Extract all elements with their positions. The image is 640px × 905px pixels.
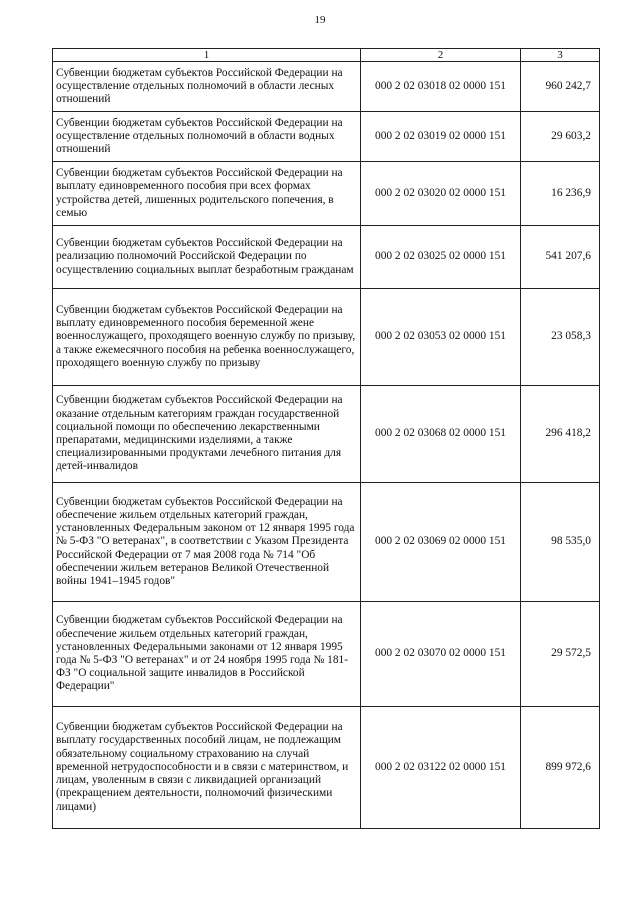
row-description: Субвенции бюджетам субъектов Российской Федерации на осуществление отдельных полномочий в области лесных отношений — [53, 62, 361, 112]
row-description: Субвенции бюджетам субъектов Российской Федерации на осуществление отдельных полномочий в области водных отношений — [53, 112, 361, 162]
row-code: 000 2 02 03070 02 0000 151 — [361, 602, 521, 707]
table-row — [53, 62, 600, 112]
row-code: 000 2 02 03025 02 0000 151 — [361, 226, 521, 289]
row-description: Субвенции бюджетам субъектов Российской Федерации на выплату единовременного пособия беременной жене военнослужащего, проходящего военную службу по призыву, а также ежемесячного пособия на ребенка военнослужащего, проходящего военную службу по призыву — [53, 289, 361, 386]
row-description: Субвенции бюджетам субъектов Российской Федерации на выплату единовременного пособия при всех формах устройства детей, лишенных родительского попечения, в семью — [53, 162, 361, 226]
row-description: Субвенции бюджетам субъектов Российской Федерации на обеспечение жильем отдельных категорий граждан, установленных Федеральными законами от 12 января 1995 года № 5-ФЗ "О ветеранах" и от 24 ноября 1995 года № 181-ФЗ "О социальной защите инвалидов в Российской Федерации" — [53, 602, 361, 707]
row-amount: 16 236,9 — [521, 162, 600, 226]
row-amount: 23 058,3 — [521, 289, 600, 386]
row-amount: 296 418,2 — [521, 386, 600, 483]
table-row — [53, 112, 600, 162]
row-amount: 29 603,2 — [521, 112, 600, 162]
row-description: Субвенции бюджетам субъектов Российской Федерации на выплату государственных пособий лицам, не подлежащим обязательному социальному страхованию на случай временной нетрудоспособности и в связи с материнством, и лицам, уволенным в связи с ликвидацией организаций (прекращением деятельности, полномочий физическими лицами) — [53, 707, 361, 829]
subventions-table — [52, 48, 600, 829]
row-amount: 29 572,5 — [521, 602, 600, 707]
row-amount: 899 972,6 — [521, 707, 600, 829]
row-code: 000 2 02 03053 02 0000 151 — [361, 289, 521, 386]
table-row — [53, 602, 600, 707]
row-code: 000 2 02 03020 02 0000 151 — [361, 162, 521, 226]
table-header-row — [53, 49, 600, 62]
table-row — [53, 289, 600, 386]
row-code: 000 2 02 03018 02 0000 151 — [361, 62, 521, 112]
table-row — [53, 162, 600, 226]
row-code: 000 2 02 03068 02 0000 151 — [361, 386, 521, 483]
table-row — [53, 707, 600, 829]
table-row — [53, 483, 600, 602]
column-header-1: 1 — [53, 49, 361, 62]
row-amount: 98 535,0 — [521, 483, 600, 602]
row-description: Субвенции бюджетам субъектов Российской Федерации на реализацию полномочий Российской Федерации по осуществлению социальных выплат безработным гражданам — [53, 226, 361, 289]
row-code: 000 2 02 03019 02 0000 151 — [361, 112, 521, 162]
column-header-3: 3 — [521, 49, 600, 62]
row-description: Субвенции бюджетам субъектов Российской Федерации на оказание отдельным категориям граждан государственной социальной помощи по обеспечению лекарственными препаратами, медицинскими изделиями, а также специализированными продуктами лечебного питания для детей-инвалидов — [53, 386, 361, 483]
table-row — [53, 226, 600, 289]
column-header-2: 2 — [361, 49, 521, 62]
row-code: 000 2 02 03069 02 0000 151 — [361, 483, 521, 602]
table-row — [53, 386, 600, 483]
row-amount: 541 207,6 — [521, 226, 600, 289]
row-description: Субвенции бюджетам субъектов Российской Федерации на обеспечение жильем отдельных категорий граждан, установленных Федеральным законом от 12 января 1995 года № 5-ФЗ "О ветеранах", в соответствии с Указом Президента Российской Федерации от 7 мая 2008 года № 714 "Об обеспечении жильем ветеранов Великой Отечественной войны 1941–1945 годов" — [53, 483, 361, 602]
row-amount: 960 242,7 — [521, 62, 600, 112]
page-number: 19 — [314, 14, 326, 26]
row-code: 000 2 02 03122 02 0000 151 — [361, 707, 521, 829]
